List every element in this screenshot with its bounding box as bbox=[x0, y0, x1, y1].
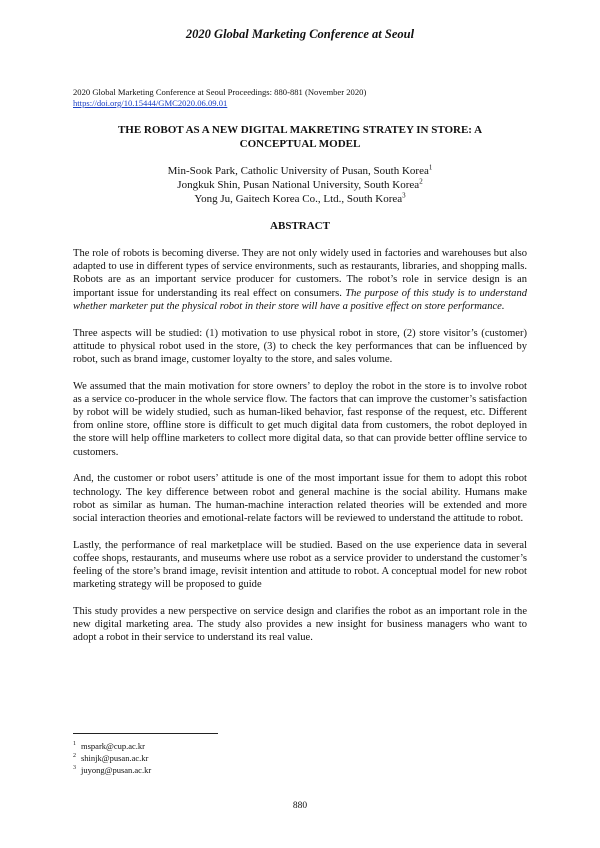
page-number: 880 bbox=[292, 801, 308, 811]
author-1-footnote-mark: 1 bbox=[428, 163, 433, 172]
footnote-1: $^1$ mspark@cup.ac.kr bbox=[73, 741, 145, 751]
paper-title bbox=[73, 123, 527, 151]
paragraph-6: This study provides a new perspective on service design and clarifies the robot as an important role in the new digital marketing area. The study also provides a new insight for business managers who want to adopt a robot in their service to understand its real value. bbox=[73, 605, 527, 644]
abstract-body bbox=[73, 247, 527, 658]
paragraph-2: Three aspects will be studied: (1) motivation to use physical robot in store, (2) store visitor’s (customer) attitude to physical robot used in the store, (3) to check the key performances that can be influenced by robot, such as brand image, customer loyalty to the store, and sales volume. bbox=[73, 327, 527, 365]
footnotes bbox=[73, 740, 151, 776]
running-header: 2020 Global Marketing Conference at Seoul bbox=[185, 27, 415, 41]
abstract-heading: ABSTRACT bbox=[270, 220, 330, 232]
footnote-3: $^3$ juyong@pusan.ac.kr bbox=[73, 765, 152, 775]
paragraph-5: Lastly, the performance of real marketplace will be studied. Based on the use experience data in several coffee shops, restaurants, and museums where use robot as a service provider to understand the customer’s feeling of the store’s brand image, revisit intention and attitude to robot. A conceptual model for new robot marketing strategy will be proposed to guide bbox=[73, 539, 527, 591]
author-list bbox=[73, 164, 527, 206]
author-3: Yong Ju, Gaitech Korea Co., Ltd., South Korea$^3$ bbox=[194, 191, 406, 205]
proceedings-citation: 2020 Global Marketing Conference at Seoul Proceedings: 880-881 (November 2020) bbox=[73, 87, 367, 97]
doi-link[interactable]: https://doi.org/10.15444/GMC2020.06.09.01 bbox=[73, 98, 228, 108]
author-3-footnote-mark: 3 bbox=[402, 191, 406, 200]
paragraph-1-italic: The purpose of this study is to understand whether marketer put the physical robot in their store will have a positive effect on store performance. bbox=[73, 287, 527, 312]
paragraph-3: We assumed that the main motivation for store owners’ to deploy the robot in the store is to involve robot as a service co-producer in the whole service flow. The factors that can improve the customer’s satisfaction by robot will be widely studied, such as human-liked behavior, fast response of the request, etc. Different from online store, offline store is difficult to get much digital data from customers, the robot deployed in the store will help offline marketers to collect more digital data, so that can provide better offline service to customers. bbox=[73, 380, 527, 458]
author-2-footnote-mark: 2 bbox=[419, 177, 423, 186]
paragraph-1: The role of robots is becoming diverse. They are not only widely used in factories and warehouses but also adapted to use in different types of service environments, such as restaurants, libraries, and shopping malls. Robots are as an important service producer for customers. The robot’s role in service design is an important issue for understanding its real effect on consumers. The purpose of this study is to understand whether marketer put the physical robot in their store will have a positive effect on store performance. bbox=[73, 248, 527, 312]
author-2: Jongkuk Shin, Pusan National University, South Korea$^2$ bbox=[177, 177, 423, 191]
title-line-1: THE ROBOT AS A NEW DIGITAL MAKRETING STRATEY IN STORE: A bbox=[117, 124, 483, 136]
footnote-divider bbox=[73, 733, 218, 734]
proceedings-info bbox=[73, 87, 366, 109]
author-1: Min-Sook Park, Catholic University of Pusan, South Korea$^1$ bbox=[167, 163, 433, 177]
paragraph-4: And, the customer or robot users’ attitude is one of the most important issue for them to adopt this robot technology. The key difference between robot and general machine is the social ability. Humans make robot as similar as human. The human-machine interaction related theories will be extended and more social interaction theories and emotional-relate factors will be reviewed to understand the attitude to robot. bbox=[73, 473, 527, 524]
footnote-2: $^2$ shinjk@pusan.ac.kr bbox=[73, 753, 149, 763]
title-line-2: CONCEPTUAL MODEL bbox=[239, 138, 361, 150]
